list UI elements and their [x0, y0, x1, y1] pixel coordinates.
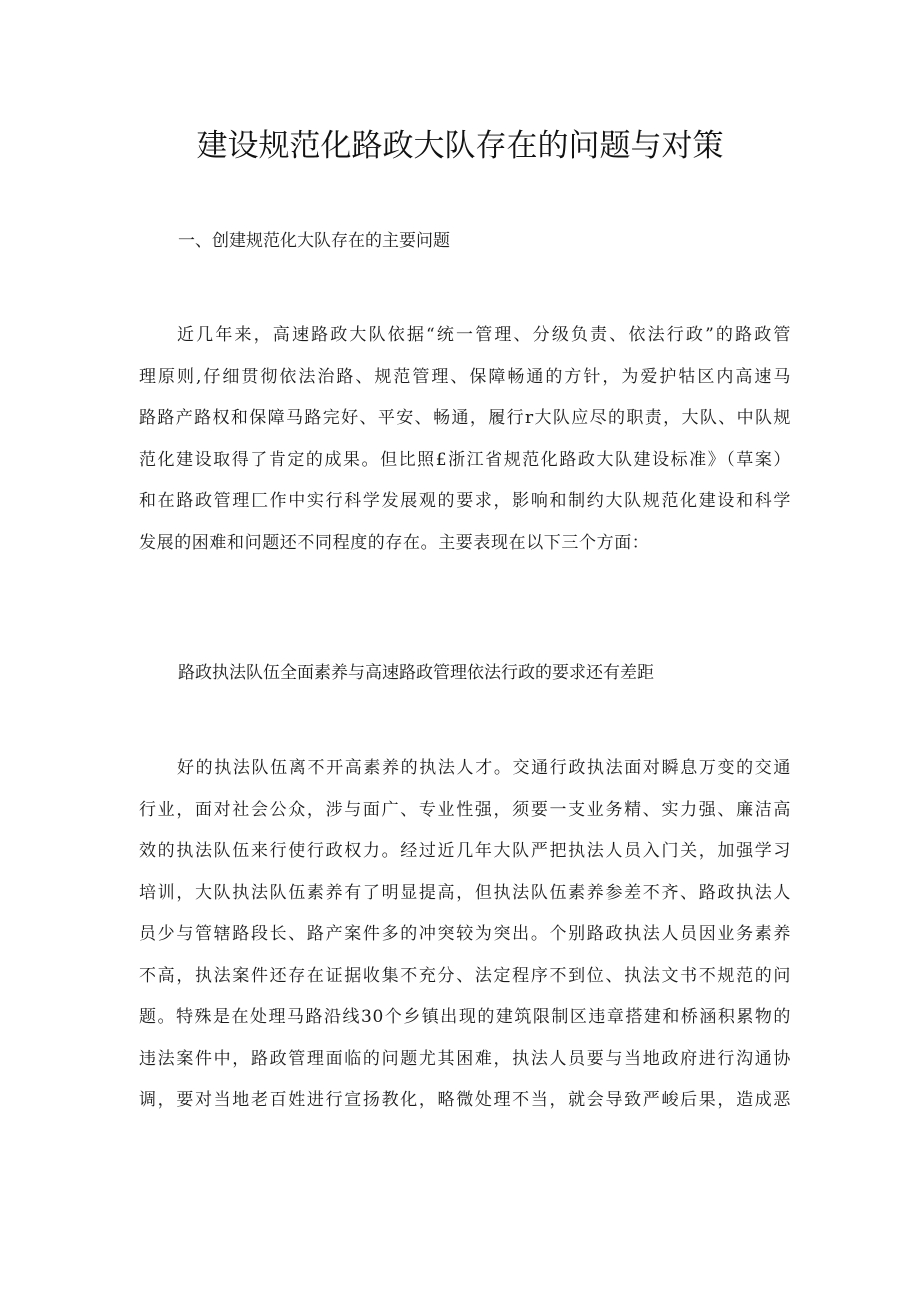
section-heading: 一、创建规范化大队存在的主要问题	[178, 231, 450, 251]
paragraph-line: 效的执法队伍来行使行政权力。经过近几年大队严把执法人员入门关，加强学习	[139, 841, 791, 861]
paragraph-body	[139, 748, 791, 1122]
document-title: 建设规范化路政大队存在的问题与对策	[196, 128, 724, 164]
paragraph-line: 调，要对当地老百姓进行宣扬教化，略微处理不当，就会导致严峻后果，造成恶	[139, 1090, 791, 1110]
paragraph-line: 题。特殊是在处理马路沿线30个乡镇出现的建筑限制区违章搭建和桥涵积累物的	[139, 1007, 791, 1027]
paragraph-line: 路路产路权和保障马路完好、平安、畅通，履行r大队应尽的职责，大队、中队规	[139, 408, 791, 428]
paragraph-line: 不高，执法案件还存在证据收集不充分、法定程序不到位、执法文书不规范的问	[139, 965, 791, 986]
paragraph-intro	[139, 315, 791, 564]
paragraph-line: 违法案件中，路政管理面临的问题尤其困难，执法人员要与当地政府进行沟通协	[139, 1048, 791, 1069]
paragraph-line: 好的执法队伍离不开高素养的执法人才。交通行政执法面对瞬息万变的交通	[177, 758, 791, 778]
paragraph-line: 范化建设取得了肯定的成果。但比照£浙江省规范化路政大队建设标准》（草案）	[139, 449, 791, 470]
paragraph-line: 和在路政管理匚作中实行科学发展观的要求，影响和制约大队规范化建设和科学	[139, 491, 791, 511]
subsection-heading: 路政执法队伍全面素养与高速路政管理依法行政的要求还有差距	[178, 663, 654, 683]
paragraph-line: 发展的困难和问题还不同程度的存在。主要表现在以下三个方面：	[139, 532, 650, 553]
paragraph-line: 行业，面对社会公众，涉与面广、专业性强，须要一支业务精、实力强、廉洁高	[139, 799, 791, 820]
paragraph-line: 员少与管辖路段长、路产案件多的冲突较为突出。个别路政执法人员因业务素养	[139, 924, 791, 944]
paragraph-line: 近几年来，高速路政大队依据“统一管理、分级负责、依法行政”的路政管	[177, 325, 791, 345]
paragraph-line: 培训，大队执法队伍素养有了明显提高，但执法队伍素养参差不齐、路政执法人	[139, 882, 791, 903]
paragraph-line: 理原则,仔细贯彻依法治路、规范管理、保障畅通的方针，为爱护牯区内高速马	[139, 366, 791, 387]
